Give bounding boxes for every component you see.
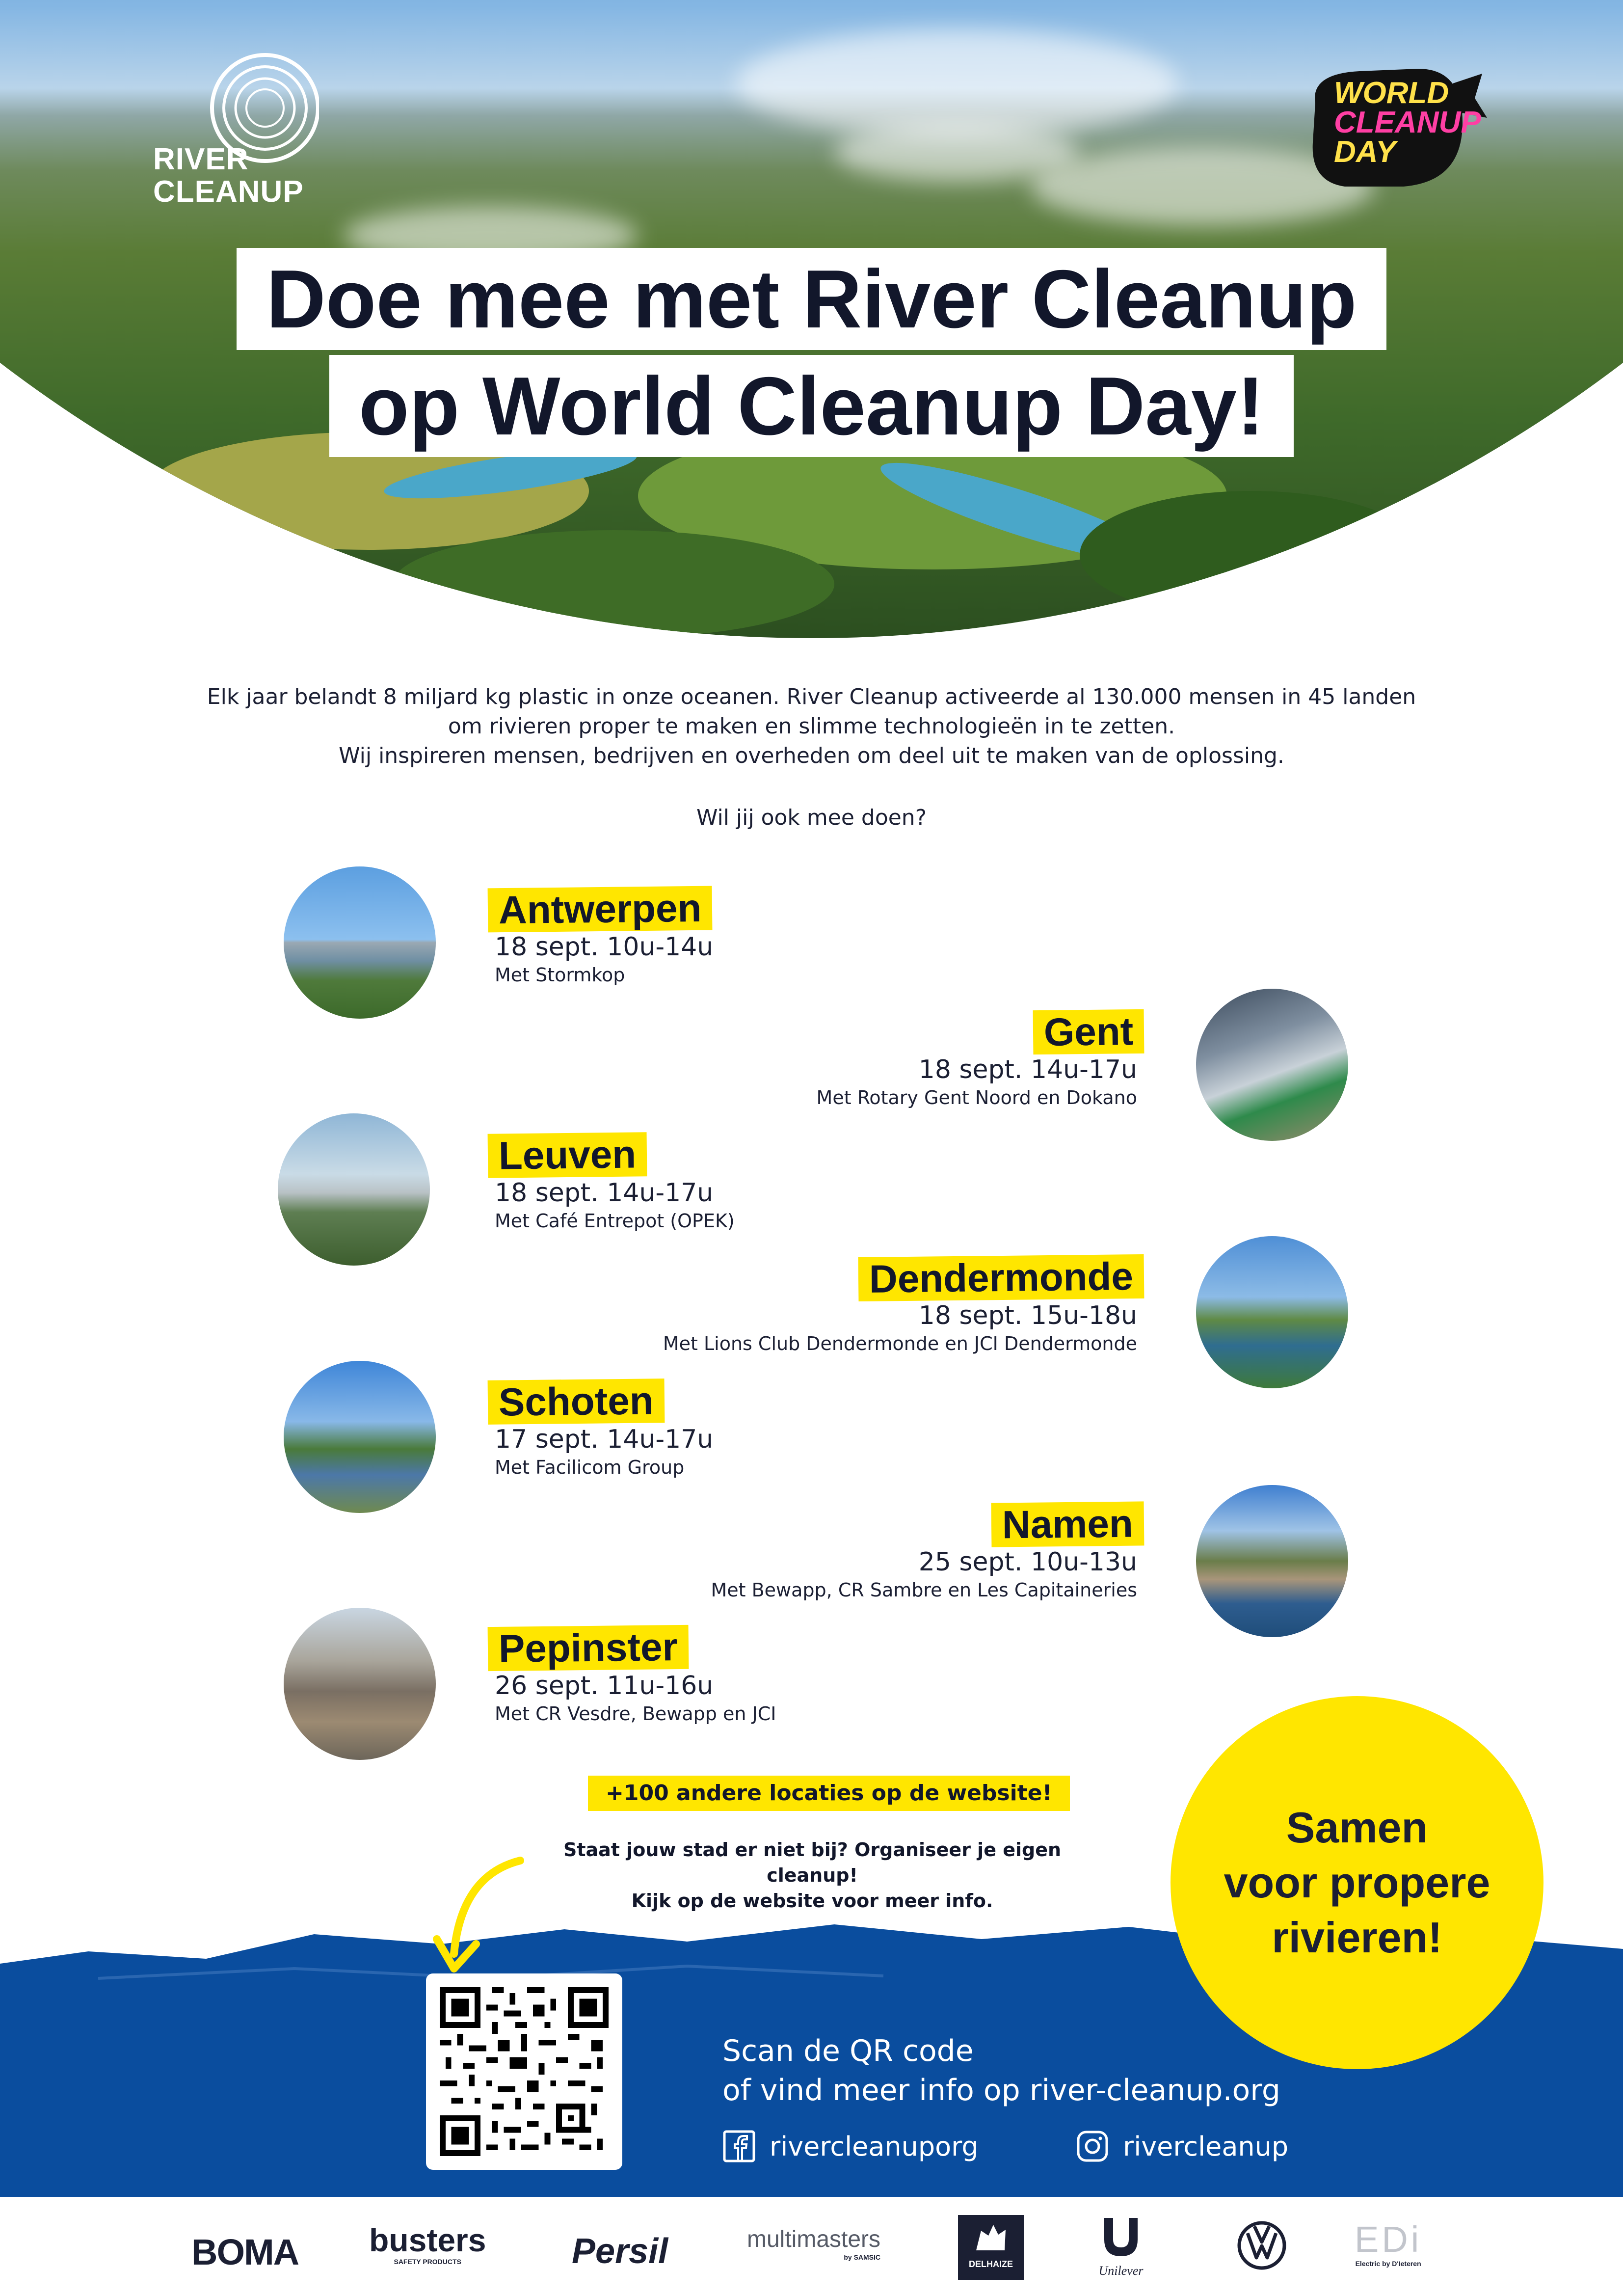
- location-name: Schoten: [488, 1378, 665, 1425]
- logo-text-world: WORLD: [1334, 76, 1449, 110]
- location-partner: Met Lions Club Dendermonde en JCI Dendermonde: [663, 1333, 1137, 1354]
- intro-line-3: Wij inspireren mensen, bedrijven en overheden om deel uit te maken van de oplossing.: [339, 743, 1284, 768]
- sponsor-busters-logo: [369, 2223, 486, 2266]
- location-name: Leuven: [488, 1132, 647, 1178]
- slogan-badge: [1171, 1696, 1543, 2069]
- location-name: Antwerpen: [488, 886, 713, 933]
- location-date: 18 sept. 14u-17u: [918, 1055, 1137, 1084]
- organise-line-2: Kijk op de website voor meer info.: [631, 1890, 993, 1912]
- scan-instructions: [722, 2031, 1280, 2110]
- organise-line-1: Staat jouw stad er niet bij? Organiseer je eigen cleanup!: [563, 1839, 1062, 1886]
- organise-your-own: [520, 1837, 1104, 1914]
- location-namen: [711, 1502, 1137, 1602]
- logo-text-river: RIVER: [153, 142, 249, 176]
- multimasters-wordmark: multimasters: [747, 2226, 881, 2252]
- location-partner: Met Stormkop: [495, 964, 625, 986]
- vw-icon: [1237, 2220, 1287, 2270]
- sponsor-boma-logo: BOMA: [191, 2232, 299, 2272]
- location-dendermonde: [663, 1256, 1137, 1356]
- location-antwerpen: [495, 887, 713, 987]
- scan-line-1: Scan de QR code: [722, 2034, 974, 2068]
- facebook-icon: [722, 2130, 756, 2163]
- more-locations-pill[interactable]: +100 andere locaties op de website!: [588, 1776, 1070, 1811]
- sponsor-edi-logo: [1355, 2220, 1422, 2268]
- sponsor-persil-logo: Persil: [572, 2232, 668, 2271]
- location-name: Pepinster: [488, 1625, 689, 1671]
- photo-schoten: [284, 1361, 436, 1513]
- river-cleanup-logo: [153, 143, 304, 208]
- photo-dendermonde: [1196, 1236, 1348, 1388]
- world-cleanup-day-logo: [1334, 76, 1481, 169]
- photo-leuven: [278, 1113, 430, 1266]
- arrow-down-icon: [427, 1851, 535, 1983]
- unilever-wordmark: Unilever: [1098, 2264, 1144, 2278]
- location-gent: [817, 1010, 1137, 1110]
- qr-code-icon: [440, 1987, 609, 2156]
- intro-paragraph: [0, 682, 1623, 771]
- facebook-handle: rivercleanuporg: [770, 2131, 979, 2162]
- unilever-u-icon: [1097, 2214, 1144, 2261]
- headline-line-2: op World Cleanup Day!: [329, 355, 1294, 457]
- qr-code[interactable]: [426, 1973, 622, 2170]
- location-date: 17 sept. 14u-17u: [495, 1425, 714, 1454]
- location-date: 18 sept. 10u-14u: [495, 932, 714, 962]
- edi-sublabel: Electric by D'Ieteren: [1355, 2260, 1421, 2268]
- headline: [0, 248, 1623, 457]
- sponsor-unilever-logo: [1097, 2214, 1144, 2278]
- location-partner: Met Bewapp, CR Sambre en Les Capitaineries: [711, 1579, 1137, 1601]
- busters-sublabel: SAFETY PRODUCTS: [394, 2258, 461, 2266]
- logo-text-cleanup: CLEANUP: [1334, 106, 1481, 139]
- location-name: Namen: [991, 1501, 1144, 1547]
- location-date: 25 sept. 10u-13u: [918, 1547, 1137, 1577]
- headline-line-1: Doe mee met River Cleanup: [237, 248, 1386, 350]
- location-name: Gent: [1033, 1009, 1144, 1054]
- location-date: 26 sept. 11u-16u: [495, 1671, 714, 1701]
- logo-text-day: DAY: [1334, 135, 1396, 169]
- delhaize-wordmark: DELHAIZE: [969, 2259, 1013, 2269]
- location-date: 18 sept. 14u-17u: [495, 1178, 714, 1208]
- facebook-link[interactable]: [722, 2130, 979, 2163]
- sponsor-delhaize-logo: [958, 2215, 1024, 2280]
- multimasters-sublabel: by SAMSIC: [844, 2253, 881, 2261]
- photo-pepinster: [284, 1608, 436, 1760]
- instagram-link[interactable]: [1076, 2130, 1288, 2163]
- location-partner: Met Café Entrepot (OPEK): [495, 1210, 735, 1232]
- slogan-line-3: rivieren!: [1272, 1913, 1442, 1962]
- slogan-line-2: voor propere: [1224, 1858, 1490, 1907]
- sponsor-vw-logo: [1237, 2220, 1287, 2273]
- location-date: 18 sept. 15u-18u: [918, 1301, 1137, 1330]
- location-partner: Met Facilicom Group: [495, 1457, 685, 1478]
- photo-antwerpen: [284, 866, 436, 1019]
- photo-gent: [1196, 989, 1348, 1141]
- location-partner: Met Rotary Gent Noord en Dokano: [816, 1087, 1137, 1108]
- instagram-handle: rivercleanup: [1123, 2131, 1289, 2162]
- location-schoten: [495, 1379, 713, 1480]
- intro-line-2: om rivieren proper te maken en slimme technologieën in te zetten.: [448, 714, 1175, 739]
- instagram-icon: [1076, 2130, 1109, 2163]
- photo-namen: [1196, 1485, 1348, 1637]
- scan-line-2[interactable]: of vind meer info op river-cleanup.org: [722, 2073, 1280, 2107]
- location-pepinster: [495, 1626, 776, 1726]
- busters-wordmark: busters: [369, 2222, 486, 2258]
- location-name: Dendermonde: [858, 1254, 1144, 1301]
- join-question: Wil jij ook mee doen?: [696, 805, 927, 830]
- location-partner: Met CR Vesdre, Bewapp en JCI: [495, 1703, 776, 1725]
- logo-text-cleanup: CLEANUP: [153, 175, 304, 209]
- edi-wordmark: EDi: [1355, 2219, 1422, 2260]
- intro-line-1: Elk jaar belandt 8 miljard kg plastic in onze oceanen. River Cleanup activeerde al 130.000 mensen in 45 landen: [207, 684, 1416, 709]
- location-leuven: [495, 1133, 735, 1233]
- delhaize-lion-icon: [971, 2221, 1011, 2255]
- slogan-line-1: Samen: [1286, 1803, 1428, 1852]
- sponsor-multimasters-logo: [747, 2226, 880, 2262]
